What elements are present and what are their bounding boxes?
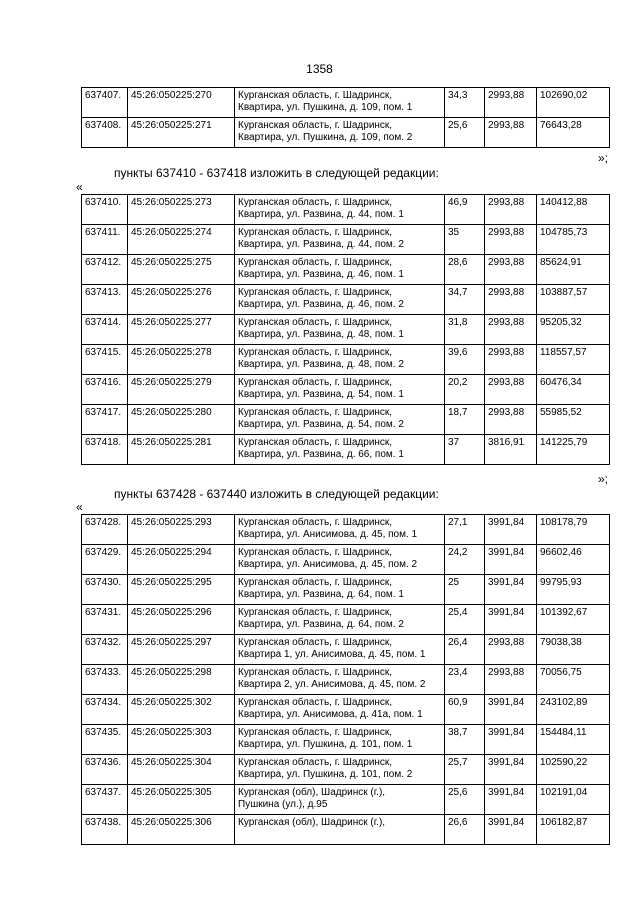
price-cell: 2993,88 (485, 345, 537, 375)
address-line: Курганская область, г. Шадринск, (238, 317, 393, 328)
table-row (82, 575, 610, 605)
area-cell: 31,8 (445, 315, 485, 345)
cadastral-number-cell: 45:26:050225:281 (128, 435, 235, 465)
item-number-cell: 637412. (82, 255, 128, 285)
total-cell: 95205,32 (537, 315, 610, 345)
table-row (82, 345, 610, 375)
address-line: Квартира, ул. Анисимова, д. 45, пом. 2 (238, 559, 418, 570)
table-row (82, 815, 610, 845)
area-cell: 23,4 (445, 665, 485, 695)
registry-table-1 (81, 87, 610, 148)
price-cell: 2993,88 (485, 255, 537, 285)
amendment-paragraph-2: пункты 637428 - 637440 изложить в следующей редакции: (114, 487, 439, 501)
total-cell: 96602,46 (537, 545, 610, 575)
table-row (82, 785, 610, 815)
price-cell: 2993,88 (485, 635, 537, 665)
address-line: Курганская область, г. Шадринск, (238, 197, 393, 208)
item-number-cell: 637436. (82, 755, 128, 785)
address-line: Квартира, ул. Развина, д. 44, пом. 2 (238, 239, 404, 250)
table-row (82, 375, 610, 405)
address-cell (235, 725, 445, 755)
address-cell (235, 225, 445, 255)
area-cell: 34,7 (445, 285, 485, 315)
address-line: Квартира, ул. Развина, д. 64, пом. 2 (238, 619, 404, 630)
item-number-cell: 637431. (82, 605, 128, 635)
area-cell: 37 (445, 435, 485, 465)
price-cell: 3991,84 (485, 515, 537, 545)
address-cell (235, 195, 445, 225)
cadastral-number-cell: 45:26:050225:271 (128, 118, 235, 148)
price-cell: 2993,88 (485, 285, 537, 315)
area-cell: 18,7 (445, 405, 485, 435)
address-cell (235, 605, 445, 635)
table-row (82, 545, 610, 575)
area-cell: 25,7 (445, 755, 485, 785)
total-cell: 60476,34 (537, 375, 610, 405)
address-cell (235, 545, 445, 575)
address-line: Курганская область, г. Шадринск, (238, 637, 393, 648)
total-cell: 154484,11 (537, 725, 610, 755)
item-number-cell: 637407. (82, 88, 128, 118)
address-line: Квартира, ул. Анисимова, д. 41а, пом. 1 (238, 709, 423, 720)
address-line: Квартира, ул. Анисимова, д. 45, пом. 1 (238, 529, 418, 540)
table-row (82, 605, 610, 635)
address-cell (235, 785, 445, 815)
area-cell: 25,6 (445, 785, 485, 815)
area-cell: 25 (445, 575, 485, 605)
cadastral-number-cell: 45:26:050225:298 (128, 665, 235, 695)
amendment-paragraph-1: пункты 637410 - 637418 изложить в следующей редакции: (114, 166, 439, 180)
cadastral-number-cell: 45:26:050225:270 (128, 88, 235, 118)
address-cell (235, 255, 445, 285)
address-line: Курганская область, г. Шадринск, (238, 517, 393, 528)
address-line: Квартира, ул. Развина, д. 64, пом. 1 (238, 589, 404, 600)
item-number-cell: 637428. (82, 515, 128, 545)
item-number-cell: 637435. (82, 725, 128, 755)
area-cell: 34,3 (445, 88, 485, 118)
item-number-cell: 637438. (82, 815, 128, 845)
registry-table-2 (81, 194, 610, 465)
price-cell: 3991,84 (485, 545, 537, 575)
area-cell: 26,4 (445, 635, 485, 665)
total-cell: 102590,22 (537, 755, 610, 785)
address-line: Курганская область, г. Шадринск, (238, 437, 393, 448)
opening-quote-2: « (76, 500, 83, 514)
area-cell: 39,6 (445, 345, 485, 375)
cadastral-number-cell: 45:26:050225:278 (128, 345, 235, 375)
table-row (82, 635, 610, 665)
area-cell: 60,9 (445, 695, 485, 725)
price-cell: 3991,84 (485, 755, 537, 785)
address-line: Квартира 1, ул. Анисимова, д. 45, пом. 1 (238, 649, 426, 660)
price-cell: 3991,84 (485, 725, 537, 755)
address-cell (235, 815, 445, 845)
opening-quote-1: « (76, 180, 83, 194)
area-cell: 26,6 (445, 815, 485, 845)
address-cell (235, 285, 445, 315)
address-line: Курганская область, г. Шадринск, (238, 667, 393, 678)
address-line: Квартира, ул. Развина, д. 54, пом. 2 (238, 419, 404, 430)
price-cell: 2993,88 (485, 118, 537, 148)
area-cell: 24,2 (445, 545, 485, 575)
table-row (82, 285, 610, 315)
address-line: Курганская область, г. Шадринск, (238, 547, 393, 558)
address-line: Курганская область, г. Шадринск, (238, 577, 393, 588)
area-cell: 27,1 (445, 515, 485, 545)
address-cell (235, 405, 445, 435)
closing-quote-1: »; (598, 151, 609, 165)
table-row (82, 405, 610, 435)
cadastral-number-cell: 45:26:050225:297 (128, 635, 235, 665)
address-line: Пушкина (ул.), д.95 (238, 799, 328, 810)
address-line: Квартира, ул. Пушкина, д. 101, пом. 2 (238, 769, 413, 780)
address-line: Квартира, ул. Развина, д. 46, пом. 2 (238, 299, 404, 310)
table-row (82, 118, 610, 148)
address-line: Курганская (обл), Шадринск (г.), (238, 787, 386, 798)
table-row (82, 315, 610, 345)
address-line: Курганская область, г. Шадринск, (238, 257, 393, 268)
total-cell: 85624,91 (537, 255, 610, 285)
table-row (82, 88, 610, 118)
area-cell: 46,9 (445, 195, 485, 225)
address-line: Квартира, ул. Развина, д. 46, пом. 1 (238, 269, 404, 280)
address-line: Квартира, ул. Развина, д. 66, пом. 1 (238, 449, 404, 460)
cadastral-number-cell: 45:26:050225:303 (128, 725, 235, 755)
table-row (82, 515, 610, 545)
cadastral-number-cell: 45:26:050225:276 (128, 285, 235, 315)
table-row (82, 665, 610, 695)
address-cell (235, 118, 445, 148)
address-cell (235, 635, 445, 665)
item-number-cell: 637433. (82, 665, 128, 695)
address-line: Квартира, ул. Развина, д. 44, пом. 1 (238, 209, 404, 220)
price-cell: 3991,84 (485, 815, 537, 845)
cadastral-number-cell: 45:26:050225:277 (128, 315, 235, 345)
item-number-cell: 637414. (82, 315, 128, 345)
address-cell (235, 345, 445, 375)
table-row (82, 435, 610, 465)
total-cell: 79038,38 (537, 635, 610, 665)
total-cell: 108178,79 (537, 515, 610, 545)
address-cell (235, 315, 445, 345)
item-number-cell: 637417. (82, 405, 128, 435)
item-number-cell: 637430. (82, 575, 128, 605)
address-line: Курганская область, г. Шадринск, (238, 227, 393, 238)
closing-quote-2: »; (598, 472, 609, 486)
total-cell: 106182,87 (537, 815, 610, 845)
item-number-cell: 637437. (82, 785, 128, 815)
item-number-cell: 637413. (82, 285, 128, 315)
item-number-cell: 637408. (82, 118, 128, 148)
total-cell: 76643,28 (537, 118, 610, 148)
address-line: Курганская область, г. Шадринск, (238, 407, 393, 418)
total-cell: 99795,93 (537, 575, 610, 605)
area-cell: 35 (445, 225, 485, 255)
cadastral-number-cell: 45:26:050225:296 (128, 605, 235, 635)
address-line: Квартира, ул. Пушкина, д. 101, пом. 1 (238, 739, 413, 750)
item-number-cell: 637416. (82, 375, 128, 405)
price-cell: 2993,88 (485, 405, 537, 435)
item-number-cell: 637415. (82, 345, 128, 375)
item-number-cell: 637429. (82, 545, 128, 575)
address-cell (235, 435, 445, 465)
area-cell: 38,7 (445, 725, 485, 755)
table-row (82, 195, 610, 225)
address-line: Курганская область, г. Шадринск, (238, 607, 393, 618)
total-cell: 70056,75 (537, 665, 610, 695)
address-line: Курганская (обл), Шадринск (г.), (238, 817, 386, 828)
area-cell: 20,2 (445, 375, 485, 405)
address-cell (235, 755, 445, 785)
item-number-cell: 637410. (82, 195, 128, 225)
address-line: Курганская область, г. Шадринск, (238, 120, 393, 131)
address-line: Курганская область, г. Шадринск, (238, 287, 393, 298)
area-cell: 25,4 (445, 605, 485, 635)
address-line: Квартира 2, ул. Анисимова, д. 45, пом. 2 (238, 679, 426, 690)
area-cell: 28,6 (445, 255, 485, 285)
page-number: 1358 (306, 62, 333, 76)
item-number-cell: 637411. (82, 225, 128, 255)
table-row (82, 695, 610, 725)
price-cell: 2993,88 (485, 225, 537, 255)
total-cell: 141225,79 (537, 435, 610, 465)
cadastral-number-cell: 45:26:050225:294 (128, 545, 235, 575)
address-line: Квартира, ул. Пушкина, д. 109, пом. 1 (238, 102, 413, 113)
item-number-cell: 637432. (82, 635, 128, 665)
cadastral-number-cell: 45:26:050225:293 (128, 515, 235, 545)
cadastral-number-cell: 45:26:050225:295 (128, 575, 235, 605)
address-line: Курганская область, г. Шадринск, (238, 727, 393, 738)
address-line: Курганская область, г. Шадринск, (238, 757, 393, 768)
price-cell: 3816,91 (485, 435, 537, 465)
total-cell: 102191,04 (537, 785, 610, 815)
address-cell (235, 88, 445, 118)
address-line: Квартира, ул. Развина, д. 54, пом. 1 (238, 389, 404, 400)
price-cell: 2993,88 (485, 195, 537, 225)
address-line: Курганская область, г. Шадринск, (238, 347, 393, 358)
total-cell: 101392,67 (537, 605, 610, 635)
total-cell: 55985,52 (537, 405, 610, 435)
cadastral-number-cell: 45:26:050225:274 (128, 225, 235, 255)
address-cell (235, 695, 445, 725)
price-cell: 2993,88 (485, 88, 537, 118)
table-row (82, 255, 610, 285)
item-number-cell: 637418. (82, 435, 128, 465)
address-cell (235, 665, 445, 695)
price-cell: 3991,84 (485, 605, 537, 635)
table-row (82, 225, 610, 255)
address-cell (235, 375, 445, 405)
cadastral-number-cell: 45:26:050225:279 (128, 375, 235, 405)
total-cell: 118557,57 (537, 345, 610, 375)
registry-table-3 (81, 514, 610, 845)
item-number-cell: 637434. (82, 695, 128, 725)
price-cell: 3991,84 (485, 575, 537, 605)
price-cell: 2993,88 (485, 315, 537, 345)
address-line: Квартира, ул. Развина, д. 48, пом. 1 (238, 329, 404, 340)
table-row (82, 725, 610, 755)
price-cell: 2993,88 (485, 375, 537, 405)
cadastral-number-cell: 45:26:050225:280 (128, 405, 235, 435)
address-line: Квартира, ул. Пушкина, д. 109, пом. 2 (238, 132, 413, 143)
area-cell: 25,6 (445, 118, 485, 148)
price-cell: 3991,84 (485, 785, 537, 815)
address-cell (235, 575, 445, 605)
address-cell (235, 515, 445, 545)
cadastral-number-cell: 45:26:050225:306 (128, 815, 235, 845)
cadastral-number-cell: 45:26:050225:302 (128, 695, 235, 725)
price-cell: 2993,88 (485, 665, 537, 695)
total-cell: 103887,57 (537, 285, 610, 315)
cadastral-number-cell: 45:26:050225:305 (128, 785, 235, 815)
address-line: Курганская область, г. Шадринск, (238, 697, 393, 708)
address-line: Квартира, ул. Развина, д. 48, пом. 2 (238, 359, 404, 370)
total-cell: 102690,02 (537, 88, 610, 118)
price-cell: 3991,84 (485, 695, 537, 725)
address-line: Курганская область, г. Шадринск, (238, 90, 393, 101)
total-cell: 140412,88 (537, 195, 610, 225)
address-line: Курганская область, г. Шадринск, (238, 377, 393, 388)
cadastral-number-cell: 45:26:050225:273 (128, 195, 235, 225)
total-cell: 104785,73 (537, 225, 610, 255)
table-row (82, 755, 610, 785)
cadastral-number-cell: 45:26:050225:275 (128, 255, 235, 285)
cadastral-number-cell: 45:26:050225:304 (128, 755, 235, 785)
total-cell: 243102,89 (537, 695, 610, 725)
